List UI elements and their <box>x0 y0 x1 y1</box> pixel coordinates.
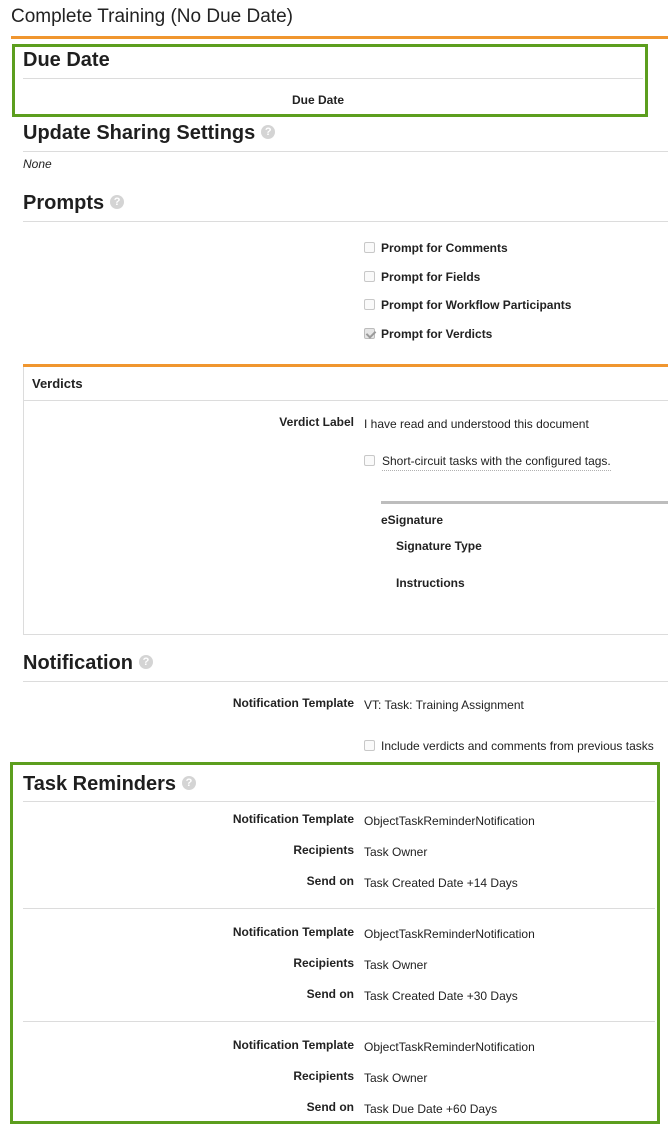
title-divider <box>11 36 668 39</box>
prompts-heading-text: Prompts <box>23 192 105 214</box>
notification-template-key: Notification Template <box>232 696 354 710</box>
verdicts-heading: Verdicts <box>32 376 83 391</box>
verdicts-divider <box>24 400 668 401</box>
reminder-1-recipients-key: Recipients <box>293 843 354 857</box>
reminder-2-template-value: ObjectTaskReminderNotification <box>364 927 535 941</box>
checkmark-icon <box>366 328 377 339</box>
due-date-heading: Due Date <box>23 49 110 71</box>
verdicts-panel-top-rule <box>23 364 668 367</box>
prompts-divider <box>23 221 668 222</box>
reminder-divider <box>23 1021 655 1022</box>
prompt-comments-label: Prompt for Comments <box>381 241 508 255</box>
sharing-heading <box>23 122 275 145</box>
esignature-top-rule <box>381 501 668 504</box>
notification-heading-text: Notification <box>23 652 133 674</box>
reminder-2-template-key: Notification Template <box>232 925 354 939</box>
verdicts-panel <box>23 364 668 635</box>
task-reminders-heading-text: Task Reminders <box>23 773 177 795</box>
notification-template-value: VT: Task: Training Assignment <box>364 698 524 712</box>
reminder-1-send-on-key: Send on <box>306 874 354 888</box>
reminder-3-send-on-key: Send on <box>306 1100 354 1114</box>
prompt-participants-checkbox[interactable] <box>364 299 375 310</box>
due-date-column-label: Due Date <box>292 93 345 107</box>
help-icon[interactable]: ? <box>110 195 124 209</box>
reminder-2-recipients-key: Recipients <box>293 956 354 970</box>
reminder-3-recipients-value: Task Owner <box>364 1071 428 1085</box>
reminder-2-send-on-value: Task Created Date +30 Days <box>364 989 518 1003</box>
reminder-divider <box>23 908 655 909</box>
task-reminders-divider <box>23 801 655 802</box>
reminder-3-template-value: ObjectTaskReminderNotification <box>364 1040 535 1054</box>
include-verdicts-label: Include verdicts and comments from previous tasks <box>381 739 654 753</box>
sharing-heading-text: Update Sharing Settings <box>23 122 256 144</box>
reminder-3-send-on-value: Task Due Date +60 Days <box>364 1102 498 1116</box>
prompt-participants-label: Prompt for Workflow Participants <box>381 298 572 312</box>
task-reminders-heading <box>23 773 196 796</box>
reminder-2-send-on-key: Send on <box>306 987 354 1001</box>
reminder-1-template-key: Notification Template <box>232 812 354 826</box>
reminder-1-recipients-value: Task Owner <box>364 845 428 859</box>
prompt-verdicts-checkbox[interactable] <box>364 328 375 339</box>
reminder-3-recipients-key: Recipients <box>293 1069 354 1083</box>
verdict-label-key: Verdict Label <box>279 415 354 429</box>
reminder-1-template-value: ObjectTaskReminderNotification <box>364 814 535 828</box>
include-verdicts-checkbox[interactable] <box>364 740 375 751</box>
prompt-verdicts-label: Prompt for Verdicts <box>381 327 493 341</box>
short-circuit-label: Short-circuit tasks with the configured tags. <box>382 454 611 471</box>
reminder-1-send-on-value: Task Created Date +14 Days <box>364 876 518 890</box>
help-icon[interactable]: ? <box>182 776 196 790</box>
signature-type-label: Signature Type <box>396 539 482 553</box>
help-icon[interactable]: ? <box>139 655 153 669</box>
instructions-label: Instructions <box>396 576 465 590</box>
sharing-value: None <box>23 157 52 171</box>
short-circuit-checkbox[interactable] <box>364 455 375 466</box>
notification-heading <box>23 652 153 675</box>
reminder-3-template-key: Notification Template <box>232 1038 354 1052</box>
verdict-label-value: I have read and understood this document <box>364 417 589 431</box>
prompt-comments-checkbox[interactable] <box>364 242 375 253</box>
page-title: Complete Training (No Due Date) <box>11 6 293 27</box>
prompts-heading <box>23 192 124 215</box>
help-icon[interactable]: ? <box>261 125 275 139</box>
due-date-divider <box>23 78 643 79</box>
esignature-heading: eSignature <box>381 513 444 527</box>
reminder-2-recipients-value: Task Owner <box>364 958 428 972</box>
prompt-fields-checkbox[interactable] <box>364 271 375 282</box>
notification-divider <box>23 681 668 682</box>
prompt-fields-label: Prompt for Fields <box>381 270 481 284</box>
sharing-divider <box>23 151 668 152</box>
